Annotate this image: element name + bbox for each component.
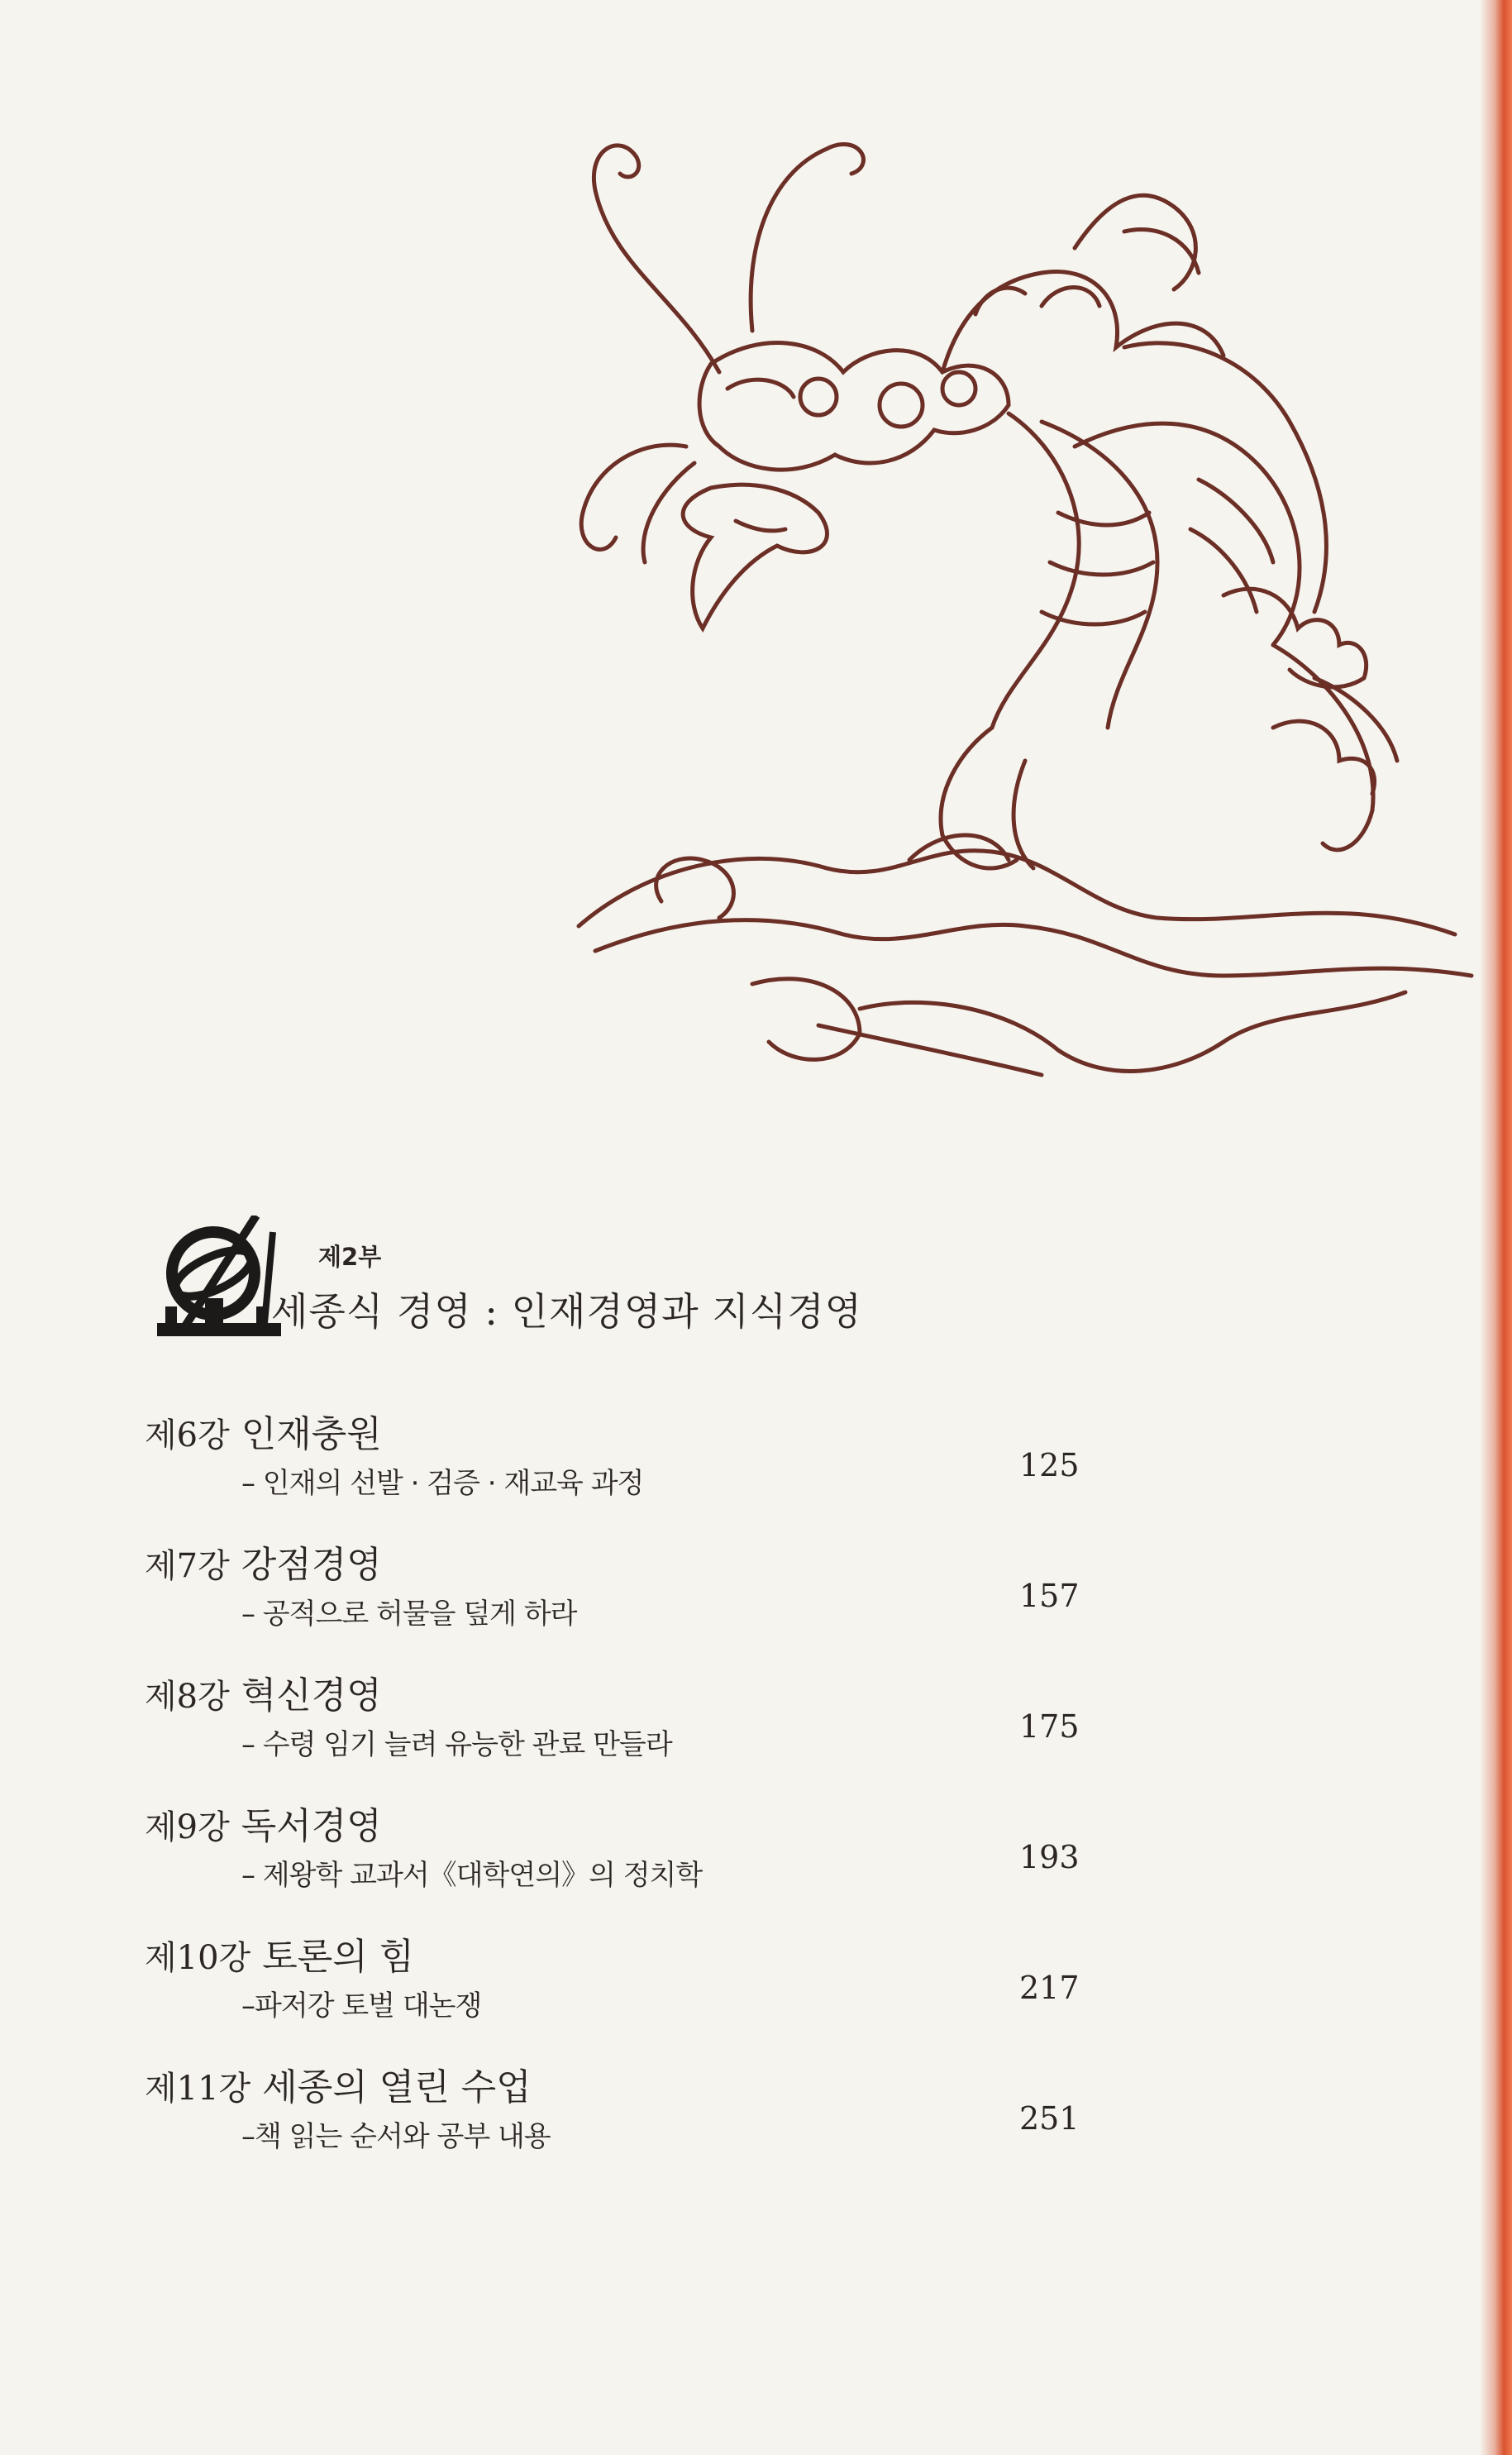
lecture-number: 제10강 (145, 1939, 251, 1977)
part-title: 세종식 경영 : 인재경영과 지식경영 (271, 1289, 863, 1334)
page-number: 175 (1019, 1708, 1080, 1745)
lecture-title: 독서경영 (241, 1805, 382, 1847)
page-number: 193 (1019, 1839, 1080, 1875)
part-number: 제2부 (318, 1243, 382, 1271)
lecture-subtitle: – 수령 임기 늘려 유능한 관료 만들라 (241, 1728, 672, 1761)
toc-entry (145, 1665, 1095, 1789)
lecture-number: 제6강 (145, 1416, 230, 1454)
lecture-number: 제11강 (145, 2070, 251, 2108)
armillary-sphere-icon (149, 1216, 281, 1348)
lecture-subtitle: – 인재의 선발 · 검증 · 재교육 과정 (241, 1467, 644, 1500)
part-heading (149, 1216, 975, 1364)
lecture-number: 제9강 (145, 1808, 230, 1846)
toc-entry (145, 1535, 1095, 1659)
lecture-subtitle: –파저강 토벌 대논쟁 (241, 1989, 482, 2023)
lecture-subtitle: – 제왕학 교과서《대학연의》의 정치학 (241, 1859, 703, 1892)
dragon-illustration (546, 99, 1496, 1091)
toc-entry (145, 1927, 1095, 2051)
page-number: 217 (1019, 1970, 1080, 2006)
page-number: 251 (1019, 2100, 1080, 2137)
toc-entry (145, 1796, 1095, 1920)
lecture-number: 제8강 (145, 1678, 230, 1716)
lecture-title: 인재충원 (241, 1413, 382, 1455)
lecture-title: 강점경영 (241, 1544, 382, 1586)
page-number: 157 (1019, 1578, 1080, 1614)
page-number: 125 (1019, 1447, 1080, 1483)
toc-entry (145, 2057, 1095, 2181)
toc-entry (145, 1404, 1095, 1528)
lecture-title: 세종의 열린 수업 (262, 2066, 532, 2109)
lecture-title: 혁신경영 (241, 1674, 382, 1717)
lecture-number: 제7강 (145, 1547, 230, 1585)
lecture-subtitle: – 공적으로 허물을 덮게 하라 (241, 1598, 577, 1631)
lecture-title: 토론의 힘 (262, 1936, 415, 1978)
lecture-subtitle: –책 읽는 순서와 공부 내용 (241, 2120, 551, 2153)
